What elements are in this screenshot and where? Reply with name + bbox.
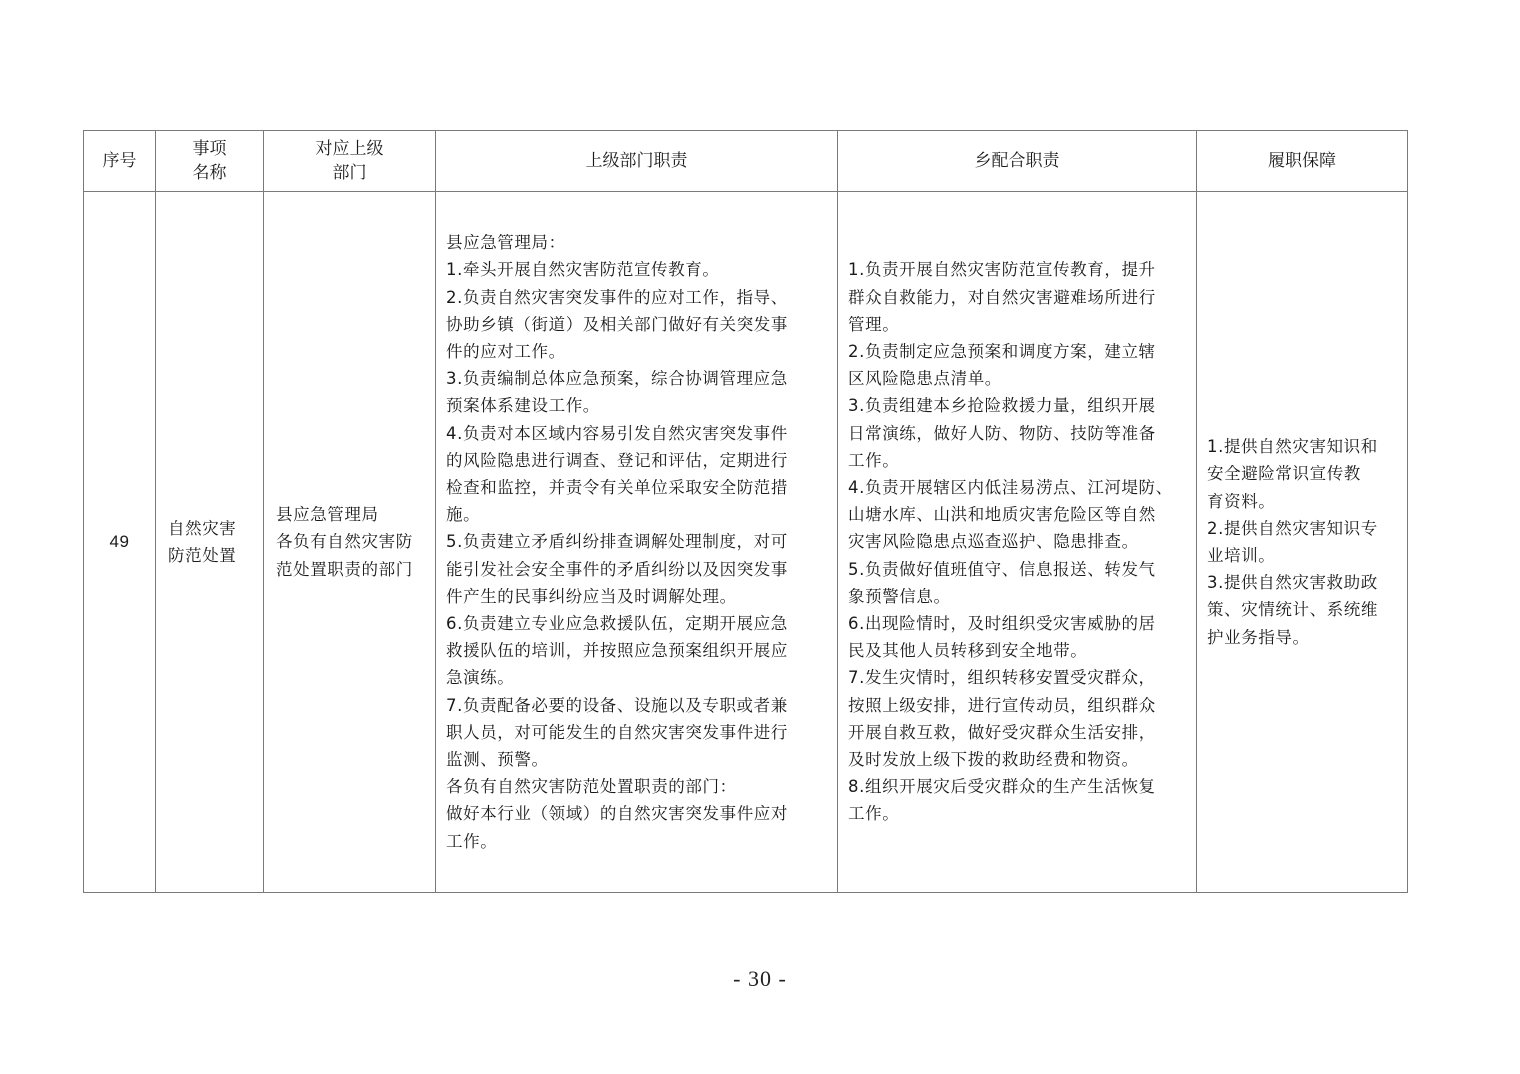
- text-line: 4.负责对本区域内容易引发自然灾害突发事件: [446, 423, 788, 443]
- text-line: 7.发生灾情时，组织转移安置受灾群众，: [848, 668, 1156, 688]
- text-line: 2.负责自然灾害突发事件的应对工作，指导、: [446, 287, 788, 307]
- header-upper-duty-label: 上级部门职责: [585, 151, 688, 170]
- text-line: 开展自救互救，做好受灾群众生活安排，: [848, 722, 1156, 742]
- text-line: 灾害风险隐患点巡查巡护、隐患排查。: [848, 532, 1139, 552]
- text-line: 件产生的民事纠纷应当及时调解处理。: [446, 586, 737, 606]
- text-line: 管理。: [848, 314, 900, 334]
- text-line: 1.负责开展自然灾害防范宣传教育，提升: [848, 260, 1156, 280]
- text-line: 工作。: [446, 831, 498, 851]
- item-name-lines: [168, 515, 255, 569]
- text-line: 急演练。: [446, 668, 515, 688]
- text-line: 5.负责做好值班值守、信息报送、转发气: [848, 559, 1156, 579]
- text-line: 工作。: [848, 804, 900, 824]
- upper-duty-lines: [446, 229, 827, 855]
- text-line: 预案体系建设工作。: [446, 396, 600, 416]
- text-line: 象预警信息。: [848, 586, 951, 606]
- text-line: 能引发社会安全事件的矛盾纠纷以及因突发事: [446, 559, 788, 579]
- header-upper-dept-line: 部门: [332, 163, 367, 182]
- header-town-duty-label: 乡配合职责: [974, 151, 1060, 170]
- text-line: 协助乡镇（街道）及相关部门做好有关突发事: [446, 314, 788, 334]
- text-line: 监测、预警。: [446, 750, 549, 770]
- text-line: 7.负责配备必要的设备、设施以及专职或者兼: [446, 695, 788, 715]
- table-row: [84, 192, 1408, 893]
- text-line: 安全避险常识宣传教: [1207, 464, 1361, 484]
- text-line: 1.牵头开展自然灾害防范宣传教育。: [446, 260, 720, 280]
- cell-upper-duty: [436, 192, 838, 893]
- text-line: 6.负责建立专业应急救援队伍，定期开展应急: [446, 614, 788, 633]
- text-line: 县应急管理局：: [446, 233, 566, 253]
- cell-item-name: [156, 192, 264, 893]
- text-line: 业培训。: [1207, 546, 1276, 565]
- text-line: 1.提供自然灾害知识和: [1207, 437, 1378, 457]
- text-line: 救援队伍的培训，并按照应急预案组织开展应: [446, 641, 788, 661]
- text-line: 2.提供自然灾害知识专: [1207, 518, 1378, 538]
- town-duty-lines: [848, 256, 1188, 827]
- text-line: 各负有自然灾害防范处置职责的部门：: [446, 777, 737, 797]
- header-item-name-line: 名称: [192, 163, 227, 182]
- header-index: [84, 131, 156, 192]
- text-line: 3.提供自然灾害救助政: [1207, 573, 1378, 593]
- text-line: 山塘水库、山洪和地质灾害危险区等自然: [848, 505, 1156, 525]
- header-item-name: [156, 131, 264, 192]
- header-town-duty: [838, 131, 1197, 192]
- text-line: 范处置职责的部门: [276, 559, 413, 579]
- text-line: 区风险隐患点清单。: [848, 369, 1002, 389]
- text-line: 8.组织开展灾后受灾群众的生产生活恢复: [848, 777, 1156, 797]
- table-header-row: [84, 131, 1408, 192]
- text-line: 工作。: [848, 450, 900, 470]
- header-upper-duty: [436, 131, 838, 192]
- page-number: - 30 -: [733, 966, 787, 991]
- text-line: 按照上级安排，进行宣传动员，组织群众: [848, 695, 1156, 715]
- header-guarantee: [1197, 131, 1408, 192]
- text-line: 3.负责组建本乡抢险救援力量，组织开展: [848, 396, 1156, 416]
- header-upper-dept-line: 对应上级: [315, 139, 384, 158]
- guarantee-lines: [1207, 433, 1399, 651]
- text-line: 的风险隐患进行调查、登记和评估，定期进行: [446, 450, 788, 470]
- text-line: 护业务指导。: [1207, 627, 1310, 647]
- text-line: 4.负责开展辖区内低洼易涝点、江河堤防、: [848, 477, 1173, 497]
- cell-upper-dept: [264, 192, 436, 893]
- text-line: 策、灾情统计、系统维: [1207, 600, 1378, 620]
- text-line: 自然灾害: [168, 518, 237, 538]
- text-line: 2.负责制定应急预案和调度方案，建立辖: [848, 341, 1156, 361]
- text-line: 做好本行业（领域）的自然灾害突发事件应对: [446, 804, 788, 824]
- text-line: 件的应对工作。: [446, 341, 566, 361]
- text-line: 育资料。: [1207, 491, 1276, 511]
- text-line: 防范处置: [168, 546, 237, 565]
- text-line: 5.负责建立矛盾纠纷排查调解处理制度，对可: [446, 532, 788, 552]
- text-line: 民及其他人员转移到安全地带。: [848, 641, 1088, 661]
- text-line: 县应急管理局: [276, 505, 379, 525]
- cell-guarantee: [1197, 192, 1408, 893]
- text-line: 施。: [446, 505, 481, 525]
- text-line: 检查和监控，并责令有关单位采取安全防范措: [446, 477, 788, 497]
- text-line: 各负有自然灾害防: [276, 532, 413, 552]
- duty-table: [83, 130, 1408, 893]
- header-upper-dept: [264, 131, 436, 192]
- header-item-name-line: 事项: [192, 139, 227, 158]
- text-line: 职人员，对可能发生的自然灾害突发事件进行: [446, 722, 788, 742]
- row-index: 49: [109, 532, 130, 552]
- text-line: 群众自救能力，对自然灾害避难场所进行: [848, 287, 1156, 307]
- header-index-label: 序号: [102, 151, 137, 170]
- text-line: 6.出现险情时，及时组织受灾害威胁的居: [848, 614, 1156, 633]
- upper-dept-lines: [276, 501, 427, 583]
- text-line: 3.负责编制总体应急预案，综合协调管理应急: [446, 369, 788, 389]
- text-line: 及时发放上级下拨的救助经费和物资。: [848, 750, 1139, 770]
- cell-index: [84, 192, 156, 893]
- cell-town-duty: [838, 192, 1197, 893]
- text-line: 日常演练，做好人防、物防、技防等准备: [848, 423, 1156, 443]
- header-guarantee-label: 履职保障: [1268, 151, 1336, 170]
